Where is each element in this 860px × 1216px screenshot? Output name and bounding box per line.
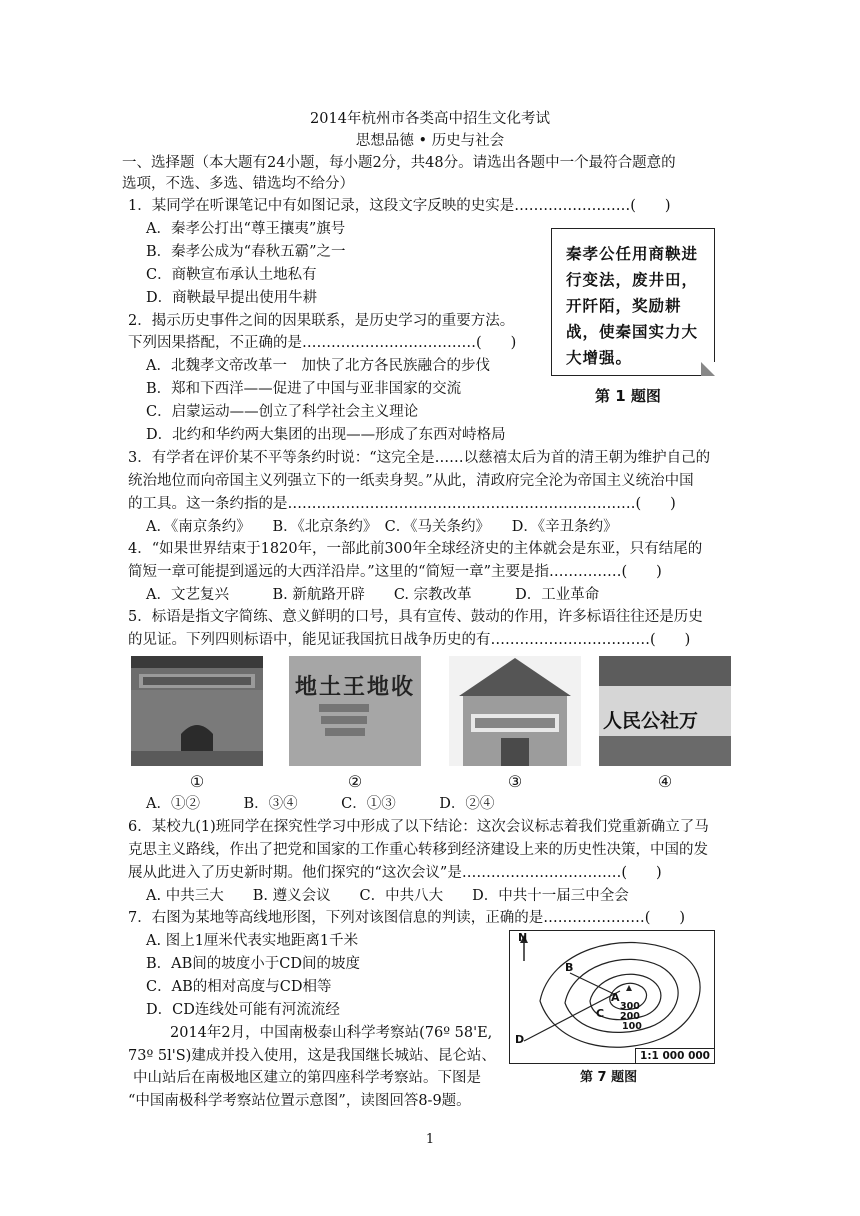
q7-figure-caption: 第 7 题图 — [580, 1070, 638, 1085]
q2-option-d: D．北约和华约两大集团的出现——形成了东西对峙格局 — [146, 427, 506, 443]
section-heading-cont: 选项，不选、多选、错选均不给分） — [122, 176, 354, 192]
q5-stem: 5．标语是指文字简练、意义鲜明的口号，具有宣传、鼓动的作用，许多标语往往还是历史 — [128, 609, 703, 625]
passage-line-4: “中国南极科学考察站位置示意图”，读图回答8-9题。 — [128, 1093, 471, 1109]
passage-line-1: 2014年2月，中国南极泰山科学考察站(76º 58'E, — [170, 1025, 493, 1041]
slogan-photo-1-image — [131, 656, 263, 766]
q1-option-d: D．商鞅最早提出使用牛耕 — [146, 290, 318, 306]
q3-stem: 3．有学者在评价某不平等条约时说：“这完全是……以慈禧太后为首的清王朝为维护自己的 — [128, 450, 711, 466]
q1-figure-caption: 第 1 题图 — [595, 387, 661, 405]
slogan-photo-4 — [599, 656, 731, 766]
map-point-c: C — [596, 1007, 605, 1020]
q2-option-c: C．启蒙运动——创立了科学社会主义理论 — [146, 404, 419, 420]
q1-note-figure — [551, 228, 715, 376]
photo-label-2: ② — [347, 772, 363, 791]
slogan-2-text: 地土王地收 — [295, 675, 416, 700]
note-fold-corner — [701, 362, 715, 376]
exam-subtitle: 思想品德 • 历史与社会 — [355, 133, 505, 149]
q7-stem: 7．右图为某地等高线地形图，下列对该图信息的判读，正确的是…………………( ) — [128, 910, 686, 926]
q1-option-c: C．商鞅宣布承认土地私有 — [146, 267, 317, 283]
contour-map — [509, 930, 715, 1064]
q1-option-a: A．秦孝公打出“尊王攘夷”旗号 — [146, 221, 346, 237]
q7-option-d: D．CD连线处可能有河流流经 — [146, 1002, 340, 1018]
q1-note-text: 秦孝公任用商鞅进行变法，废井田，开阡陌，奖励耕战，使秦国实力大大增强。 — [566, 245, 699, 367]
q1-option-b: B．秦孝公成为“春秋五霸”之一 — [146, 244, 346, 260]
q2-option-a: A．北魏孝文帝改革一 加快了北方各民族融合的步伐 — [146, 358, 490, 374]
q7-option-b: B．AB间的坡度小于CD间的坡度 — [146, 956, 361, 972]
map-point-b: B — [565, 961, 574, 974]
q4-options: A．文艺复兴 B. 新航路开辟 C. 宗教改革 D．工业革命 — [146, 587, 600, 603]
map-point-d: D — [515, 1033, 525, 1046]
section-heading: 一、选择题（本大题有24小题，每小题2分，共48分。请选出各题中一个最符合题意的 — [122, 155, 676, 171]
q2-option-b: B．郑和下西洋——促进了中国与亚非国家的交流 — [146, 381, 462, 397]
q2-stem-cont: 下列因果搭配，不正确的是………………………………( ) — [128, 335, 517, 351]
page-number: 1 — [425, 1132, 435, 1147]
contour-label-300: 300 — [620, 1001, 640, 1012]
slogan-photo-3 — [449, 656, 581, 766]
q7-option-a: A. 图上1厘米代表实地距离1千米 — [146, 933, 359, 949]
q6-options: A. 中共三大 B. 遵义会议 C．中共八大 D．中共十一届三中全会 — [146, 888, 629, 904]
q4-stem-cont: 简短一章可能提到遥远的大西洋沿岸。”这里的“简短一章”主要是指……………( ) — [128, 564, 662, 580]
q3-options: A．《南京条约》 B．《北京条约》 C．《马关条约》 D．《辛丑条约》 — [146, 519, 618, 535]
photo-label-3: ③ — [507, 772, 523, 791]
map-point-a: A — [611, 991, 620, 1004]
q6-stem-cont1: 克思主义路线，作出了把党和国家的工作重心转移到经济建设上来的历史性决策，中国的发 — [128, 842, 708, 858]
slogan-4-text: 人民公社万 — [603, 710, 699, 732]
q2-stem: 2．揭示历史事件之间的因果联系，是历史学习的重要方法。 — [128, 313, 515, 329]
passage-line-2: 73º 5l'S)建成并投入使用，这是我国继长城站、昆仑站、 — [128, 1048, 496, 1064]
exam-title: 2014年杭州市各类高中招生文化考试 — [310, 111, 550, 127]
q7-option-c: C．AB的相对高度与CD相等 — [146, 979, 332, 995]
q5-stem-cont: 的见证。下列四则标语中，能见证我国抗日战争历史的有……………………………( ) — [128, 632, 691, 648]
map-north-label: N — [518, 931, 528, 944]
slogan-photo-2 — [289, 656, 421, 766]
q4-stem: 4．“如果世界结束于1820年，一部此前300年全球经济史的主体就会是东亚，只有结尾的 — [128, 541, 703, 557]
map-scale: 1:1 000 000 — [635, 1048, 714, 1063]
contour-label-100: 100 — [622, 1021, 642, 1032]
photo-label-1: ① — [189, 772, 205, 791]
q6-stem: 6．某校九(1)班同学在探究性学习中形成了以下结论：这次会议标志着我们党重新确立了马 — [128, 819, 709, 835]
contour-label-200: 200 — [620, 1011, 640, 1022]
q3-stem-cont2: 的工具。这一条约指的是………………………………………………………………( ) — [128, 496, 676, 512]
q6-stem-cont2: 展从此进入了历史新时期。他们探究的“这次会议”是……………………………( ) — [128, 865, 662, 881]
slogan-photo-1 — [131, 656, 263, 766]
q3-stem-cont1: 统治地位而向帝国主义列强立下的一纸卖身契。”从此，清政府完全沦为帝国主义统治中国 — [128, 473, 694, 489]
q1-stem: 1．某同学在听课笔记中有如图记录，这段文字反映的史实是……………………( ) — [128, 198, 671, 214]
photo-label-4: ④ — [657, 772, 673, 791]
passage-line-3: 中山站后在南极地区建立的第四座科学考察站。下图是 — [133, 1070, 481, 1086]
q5-options: A．①② B．③④ C．①③ D．②④ — [146, 796, 495, 812]
slogan-photo-3-image — [449, 656, 581, 766]
